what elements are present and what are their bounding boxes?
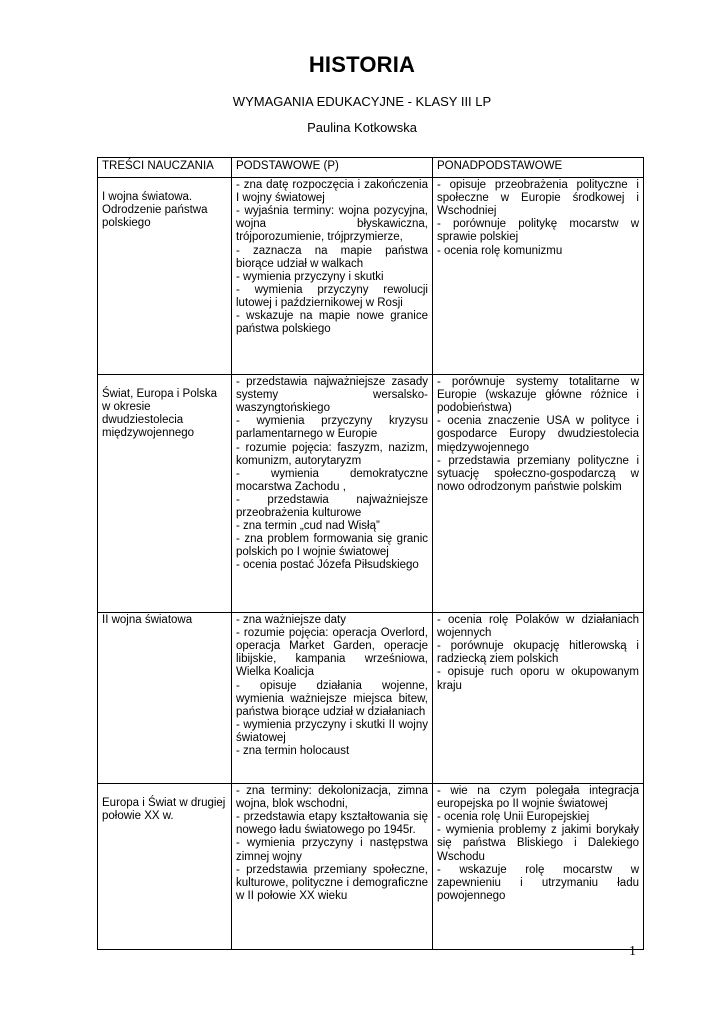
requirement-item: - ocenia rolę Unii Europejskiej (437, 811, 590, 824)
requirement-item: - porównuje systemy totalitarne w Europie (wskazuje główne różnice i podobieństwa) (437, 376, 639, 415)
basic-requirements-cell (232, 784, 433, 950)
requirement-item: - zna problem formowania się granic polskich po I wojnie światowej (236, 533, 428, 559)
requirement-item: - zaznacza na mapie państwa biorące udział w walkach (236, 244, 428, 270)
requirement-item: - wymienia przyczyny i następstwa zimnej wojny (236, 837, 428, 863)
requirement-item: - przedstawia najważniejsze zasady systemy wersalsko-waszyngtońskiego (236, 376, 428, 415)
requirement-item: - wymienia problemy z jakimi borykały się państwa Bliskiego i Dalekiego Wschodu (437, 824, 639, 863)
requirement-item: - zna termin holocaust (236, 745, 350, 758)
requirement-item: - wyjaśnia terminy: wojna pozycyjna, wojna błyskawiczna, trójporozumienie, trójprzymierze, (236, 205, 428, 244)
requirement-item: - porównuje okupację hitlerowską i radziecką ziem polskich (437, 640, 639, 666)
requirement-item: - przedstawia przemiany polityczne i sytuację społeczno-gospodarczą w nowo odrodzonym państwie polskim (437, 454, 639, 493)
requirement-item: - ocenia postać Józefa Piłsudskiego (236, 559, 419, 572)
header-topics: TREŚCI NAUCZANIA (98, 158, 232, 178)
requirement-item: - opisuje działania wojenne, wymienia ważniejsze miejsca bitew, państwa biorące udział w działaniach (236, 679, 428, 718)
basic-requirements-cell (232, 375, 433, 613)
requirement-item: - wskazuje na mapie nowe granice państwa polskiego (236, 310, 428, 336)
advanced-requirements-cell (433, 178, 644, 375)
requirements-table (97, 157, 644, 950)
topic-cell: Europa i Świat w drugiej połowie XX w. (98, 784, 232, 950)
requirement-item: - zna terminy: dekolonizacja, zimna wojna, blok wschodni, (236, 785, 428, 811)
table-row (98, 178, 644, 375)
topic-cell: Świat, Europa i Polska w okresie dwudziestolecia międzywojennego (98, 375, 232, 613)
requirement-item: - zna datę rozpoczęcia i zakończenia I wojny światowej (236, 179, 428, 205)
requirement-item: - przedstawia przemiany społeczne, kulturowe, polityczne i demograficzne w II połowie XX wieku (236, 863, 428, 902)
advanced-requirements-cell (433, 784, 644, 950)
requirement-item: - przedstawia najważniejsze przeobrażenia kulturowe (236, 493, 428, 520)
document-subtitle: WYMAGANIA EDUKACYJNE - KLASY III LP (232, 94, 492, 109)
document-author: Paulina Kotkowska (307, 120, 417, 135)
requirement-item: - wie na czym polegała integracja europejska po II wojnie światowej (437, 785, 639, 811)
advanced-requirements-cell (433, 613, 644, 784)
requirement-item: - opisuje ruch oporu w okupowanym kraju (437, 666, 639, 692)
document-title: HISTORIA (308, 52, 416, 77)
requirement-item: - wymienia demokratyczne mocarstwa Zachodu , (236, 467, 428, 493)
requirement-item: - ocenia rolę Polaków w działaniach wojennych (437, 614, 639, 640)
advanced-requirements-cell (433, 375, 644, 613)
basic-requirements-cell (232, 613, 433, 784)
requirement-item: - zna termin „cud nad Wisłą” (236, 520, 380, 533)
requirement-item: - wymienia przyczyny rewolucji lutowej i październikowej w Rosji (236, 283, 428, 309)
requirement-item: - opisuje przeobrażenia polityczne i społeczne w Europie środkowej i Wschodniej (437, 179, 639, 218)
requirement-item: - wymienia przyczyny i skutki (236, 270, 384, 283)
basic-requirements-cell (232, 178, 433, 375)
requirement-item: - wymienia przyczyny kryzysu parlamentarnego w Europie (236, 415, 428, 441)
requirement-item: - wskazuje rolę mocarstw w zapewnieniu i utrzymaniu ładu powojennego (437, 863, 639, 902)
table-header-row (98, 158, 644, 178)
requirement-item: - ocenia rolę komunizmu (437, 244, 563, 257)
header-basic: PODSTAWOWE (P) (232, 158, 433, 178)
requirement-item: - rozumie pojęcia: faszyzm, nazizm, komunizm, autorytaryzm (236, 441, 428, 467)
requirement-item: - ocenia znaczenie USA w polityce i gospodarce Europy dwudziestolecia międzywojennego (437, 415, 639, 454)
table-row (98, 613, 644, 784)
table-row (98, 375, 644, 613)
requirement-item: - zna ważniejsze daty (236, 614, 346, 627)
requirement-item: - wymienia przyczyny i skutki II wojny światowej (236, 718, 428, 744)
topic-cell: I wojna światowa. Odrodzenie państwa polskiego (98, 178, 232, 375)
topic-cell: II wojna światowa (98, 613, 232, 784)
requirement-item: - przedstawia etapy kształtowania się nowego ładu światowego po 1945r. (236, 811, 428, 837)
requirement-item: - rozumie pojęcia: operacja Overlord, operacja Market Garden, operacje libijskie, kampania wrześniowa, Wielka Koalicja (236, 627, 428, 679)
page-number: 1 (629, 944, 636, 959)
header-advanced: PONADPODSTAWOWE (433, 158, 644, 178)
requirement-item: - porównuje politykę mocarstw w sprawie polskiej (437, 218, 639, 244)
table-row (98, 784, 644, 950)
